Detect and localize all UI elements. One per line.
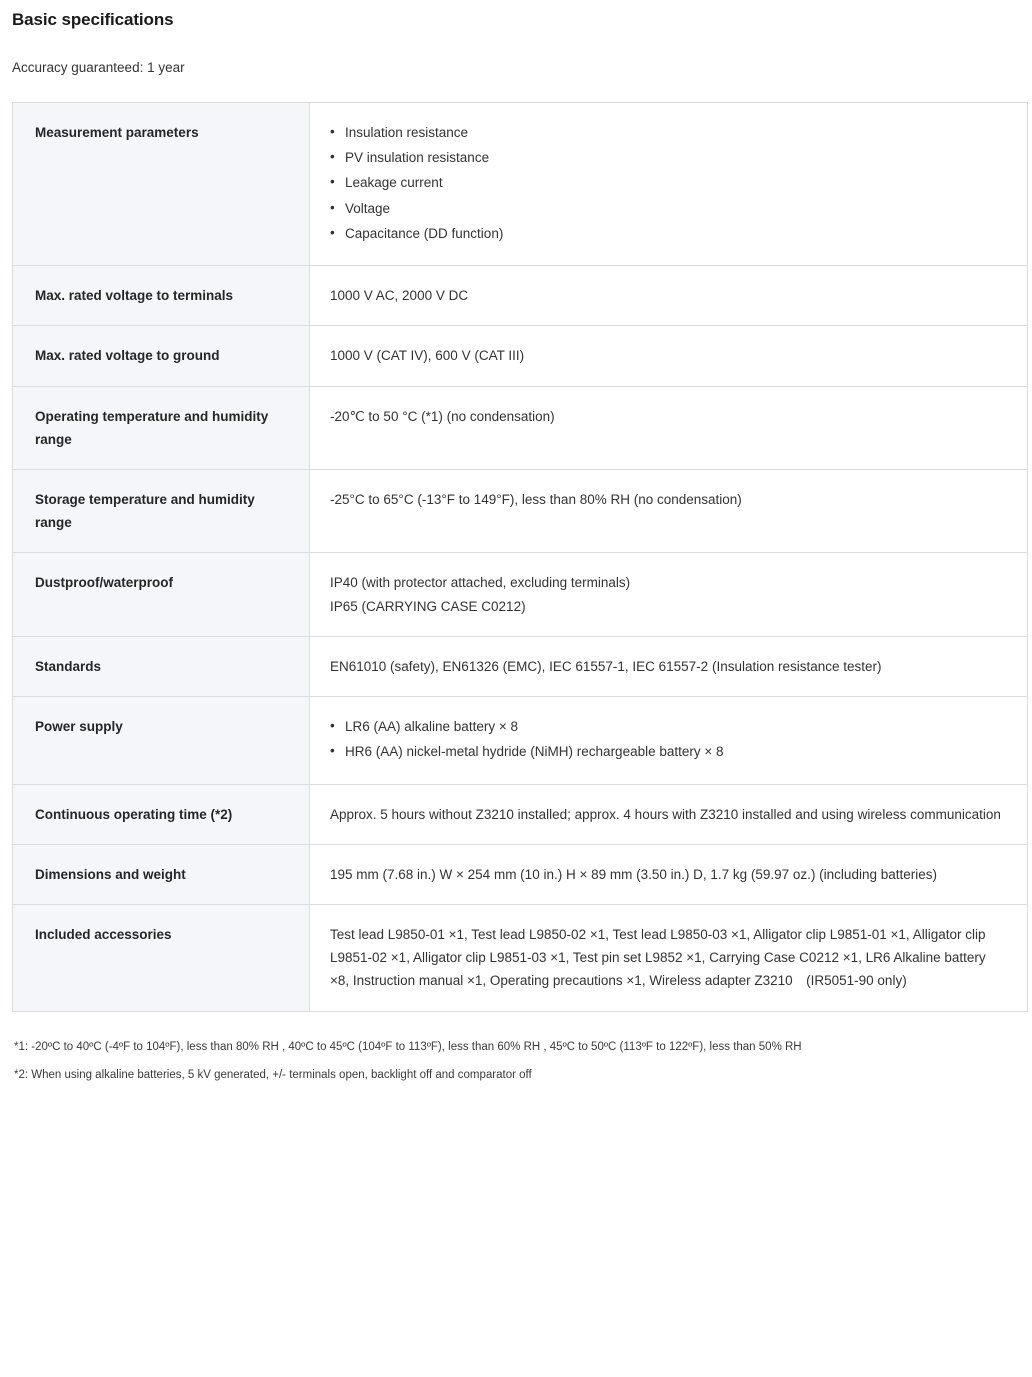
table-row [13, 844, 1028, 904]
footnote-2: *2: When using alkaline batteries, 5 kV generated, +/- terminals open, backlight off and comparator off [14, 1068, 532, 1081]
bullet-list [330, 121, 1005, 245]
list-item: • Voltage [330, 197, 1005, 220]
specifications-page [0, 10, 1032, 1118]
row-value [310, 697, 1028, 784]
row-value [310, 904, 1028, 1011]
row-label: Storage temperature and humidity range [13, 469, 310, 552]
row-value [310, 266, 1028, 326]
table-row [13, 469, 1028, 552]
row-label: Power supply [13, 697, 310, 784]
row-label: Dimensions and weight [13, 844, 310, 904]
list-item: • Insulation resistance [330, 121, 1005, 144]
value-line: 1000 V (CAT IV), 600 V (CAT III) [330, 348, 525, 364]
row-label: Dustproof/waterproof [13, 553, 310, 636]
value-line: IP65 (CARRYING CASE C0212) [330, 598, 526, 614]
table-row [13, 636, 1028, 696]
list-item: • LR6 (AA) alkaline battery × 8 [330, 715, 1005, 738]
row-label: Max. rated voltage to terminals [13, 266, 310, 326]
row-value [310, 784, 1028, 844]
row-value [310, 469, 1028, 552]
row-value [310, 844, 1028, 904]
value-line: -20℃ to 50 °C (*1) (no condensation) [330, 408, 555, 424]
list-item: • Capacitance (DD function) [330, 222, 1005, 245]
bullet-list [330, 715, 1005, 763]
list-item: • PV insulation resistance [330, 146, 1005, 169]
table-row [13, 697, 1028, 784]
row-value [310, 636, 1028, 696]
footnote-1: *1: -20ºC to 40ºC (-4ºF to 104ºF), less than 80% RH , 40ºC to 45ºC (104ºF to 113ºF), less than 60% RH , 45ºC to 50ºC (113ºF to 122ºF), less than 50% RH [14, 1040, 802, 1053]
value-line: -25°C to 65°C (-13°F to 149°F), less than 80% RH (no condensation) [330, 491, 742, 507]
list-item: • HR6 (AA) nickel-metal hydride (NiMH) rechargeable battery × 8 [330, 740, 1005, 763]
row-label: Measurement parameters [13, 103, 310, 266]
row-label: Operating temperature and humidity range [13, 386, 310, 469]
accuracy-note: Accuracy guaranteed: 1 year [12, 60, 185, 75]
list-item: • Leakage current [330, 171, 1005, 194]
specifications-table [12, 102, 1028, 1012]
row-value [310, 326, 1028, 386]
value-line: 1000 V AC, 2000 V DC [330, 288, 469, 304]
row-value [310, 103, 1028, 266]
row-label: Max. rated voltage to ground [13, 326, 310, 386]
page-title: Basic specifications [12, 10, 174, 29]
table-row [13, 103, 1028, 266]
value-line: 195 mm (7.68 in.) W × 254 mm (10 in.) H × 89 mm (3.50 in.) D, 1.7 kg (59.97 oz.) (including batteries) [330, 866, 937, 882]
table-row [13, 784, 1028, 844]
value-line: IP40 (with protector attached, excluding terminals) [330, 575, 631, 591]
row-label: Included accessories [13, 904, 310, 1011]
row-label: Continuous operating time (*2) [13, 784, 310, 844]
row-value [310, 553, 1028, 636]
table-row [13, 904, 1028, 1011]
row-value [310, 386, 1028, 469]
footnotes [14, 1038, 1024, 1119]
row-label: Standards [13, 636, 310, 696]
table-row [13, 386, 1028, 469]
value-line: EN61010 (safety), EN61326 (EMC), IEC 61557-1, IEC 61557-2 (Insulation resistance tester) [330, 658, 882, 674]
table-row [13, 266, 1028, 326]
value-line: Approx. 5 hours without Z3210 installed; approx. 4 hours with Z3210 installed and using wireless communication [330, 806, 1001, 822]
value-line: Test lead L9850-01 ×1, Test lead L9850-02 ×1, Test lead L9850-03 ×1, Alligator clip L9851-01 ×1, Alligator clip L9851-02 ×1, Alligator clip L9851-03 ×1, Test pin set L9852 ×1, Carrying Case C0212 ×1, LR6 Alkaline battery ×8, Instruction manual ×1, Operating precautions ×1, Wireless adapter Z3210 (IR5051-90 only) [330, 926, 986, 989]
table-row [13, 326, 1028, 386]
table-body [13, 103, 1028, 1012]
table-row [13, 553, 1028, 636]
